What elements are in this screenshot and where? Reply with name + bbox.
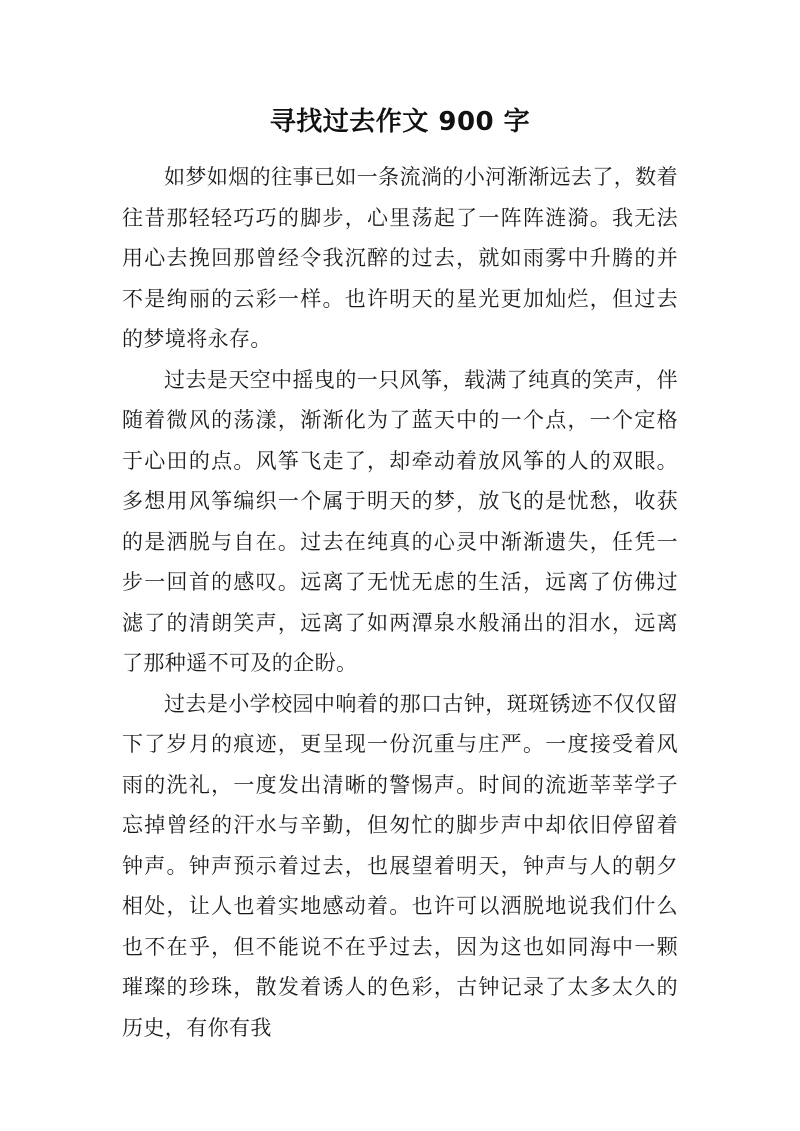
document-body xyxy=(122,157,678,1048)
document-title: 寻找过去作文 900 字 xyxy=(269,107,531,137)
paragraph-3: 过去是小学校园中响着的那口古钟，斑斑锈迹不仅仅留下了岁月的痕迹，更呈现一份沉重与庄严。一度接受着风雨的洗礼，一度发出清晰的警惕声。时间的流逝莘莘学子忘掉曾经的汗水与辛勤，但匆忙的脚步声中却依旧停留着钟声。钟声预示着过去，也展望着明天，钟声与人的朝夕相处，让人也着实地感动着。也许可以洒脱地说我们什么也不在乎，但不能说不在乎过去，因为这也如同海中一颗璀璨的珍珠，散发着诱人的色彩，古钟记录了太多太久的历史，有你有我 xyxy=(122,691,678,1040)
paragraph-1: 如梦如烟的往事已如一条流淌的小河渐渐远去了，数着往昔那轻轻巧巧的脚步，心里荡起了一阵阵涟漪。我无法用心去挽回那曾经令我沉醉的过去，就如雨雾中升腾的并不是绚丽的云彩一样。也许明天的星光更加灿烂，但过去的梦境将永存。 xyxy=(122,165,678,351)
paragraph-2: 过去是天空中摇曳的一只风筝，载满了纯真的笑声，伴随着微风的荡漾，渐渐化为了蓝天中的一个点，一个定格于心田的点。风筝飞走了，却牵动着放风筝的人的双眼。多想用风筝编织一个属于明天的梦，放飞的是忧愁，收获的是洒脱与自在。过去在纯真的心灵中渐渐遗失，任凭一步一回首的感叹。远离了无忧无虑的生活，远离了仿佛过滤了的清朗笑声，远离了如两潭泉水般涌出的泪水，远离了那种遥不可及的企盼。 xyxy=(122,367,678,675)
